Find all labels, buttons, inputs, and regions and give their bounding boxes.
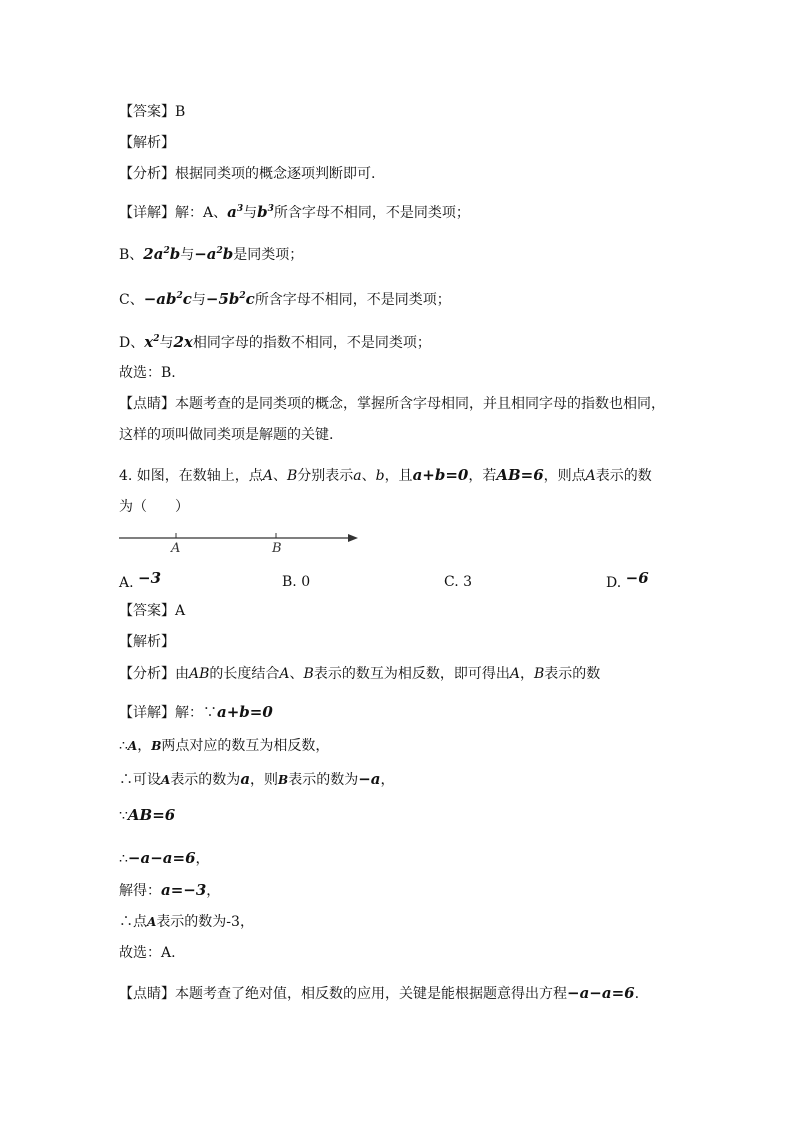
q4-stem-p3: ，且: [384, 468, 413, 484]
q3-detail-c: [119, 289, 451, 310]
q4-comment: [119, 983, 639, 1004]
q4-stem-p5: ，则点: [543, 468, 586, 484]
math-eq-neg-a-minus-a-6-2: −a−a=6: [567, 984, 635, 1002]
q4-step4: [119, 848, 210, 869]
q4-analysis-sep2: ，: [519, 666, 534, 682]
option-d: [606, 569, 649, 593]
q4-comment-end: .: [634, 986, 640, 1002]
axis-label-b: B: [272, 541, 282, 556]
q4-jiexi: 【解析】: [119, 634, 175, 650]
q3-d-prefix: D、: [119, 335, 145, 351]
q3-b-prefix: B、: [119, 247, 144, 263]
q4-stem-a: a: [353, 468, 362, 484]
q4-detail-prefix: 【详解】解：∵: [119, 705, 217, 721]
math-a-1: a: [240, 770, 251, 788]
axis-arrow: [348, 534, 358, 542]
q4-analysis: [119, 664, 600, 684]
q3-d-end: 相同字母的指数不相同，不是同类项；: [192, 335, 431, 351]
math-B-1: B: [151, 739, 162, 753]
math-neg5b2c: $-5b^2c$: [205, 290, 255, 308]
q4-stem-sep2: 、: [361, 468, 376, 484]
q3-detail-a: [119, 202, 470, 223]
option-c: [444, 572, 472, 592]
math-A-2: A: [161, 773, 171, 787]
q4-step2-p3: ，则: [250, 772, 279, 788]
q4-analysis-AB: AB: [189, 666, 210, 682]
q4-stem-p4: ，若: [468, 468, 497, 484]
math-a3: $a^3$: [227, 203, 244, 221]
q4-step6-p1: ∴点: [119, 914, 147, 930]
q3-detail-a-end: 所含字母不相同，不是同类项；: [273, 205, 470, 221]
q3-detail-d: [119, 332, 431, 353]
q4-step2-end: ，: [380, 772, 395, 788]
q3-jiexi: 【解析】: [119, 135, 175, 151]
q4-stem: [119, 465, 652, 486]
option-b-label: B. 0: [282, 574, 311, 590]
q4-choose: 故选：A.: [119, 945, 176, 961]
math-A-3: A: [147, 915, 157, 929]
q3-detail-prefix: 【详解】解：A、: [119, 205, 228, 221]
q4-step2-p2: 表示的数为: [170, 772, 241, 788]
q3-b-end: 是同类项；: [233, 247, 304, 263]
math-neg-a: −a: [358, 770, 381, 788]
math-a-plus-b-eq-0: a+b=0: [412, 466, 469, 484]
q3-answer: 【答案】B: [119, 104, 186, 120]
q4-stem-line2: 为（ ）: [119, 499, 189, 515]
q4-answer: 【答案】A: [119, 603, 186, 619]
q4-step1-mid: ，: [137, 738, 152, 754]
q4-stem-A: A: [262, 468, 273, 484]
q3-detail-b: [119, 244, 303, 265]
option-d-value: −6: [625, 569, 649, 587]
q4-step1-prefix: ∴: [119, 738, 128, 754]
q4-stem-sep1: 、: [272, 468, 287, 484]
q4-step5-prefix: 解得：: [119, 883, 161, 899]
option-a: [119, 569, 162, 593]
q4-stem-p1: 4. 如图，在数轴上，点: [119, 468, 263, 484]
q3-c-prefix: C、: [119, 292, 144, 308]
q3-c-mid: 与: [191, 292, 206, 308]
q4-analysis-p2: 的长度结合: [209, 666, 280, 682]
q4-analysis-p4: 表示的数: [544, 666, 601, 682]
math-x2: $x^2$: [144, 333, 160, 351]
math-b3: $b^3$: [257, 203, 274, 221]
q4-step1-end: 两点对应的数互为相反数，: [161, 738, 330, 754]
q4-step5: [119, 880, 220, 901]
q4-analysis-A2: A: [509, 666, 520, 682]
math-B-2: B: [278, 773, 289, 787]
q4-analysis-B: B: [303, 666, 314, 682]
math-2x: 2x: [173, 333, 193, 351]
q3-d-mid: 与: [159, 335, 174, 351]
math-AB-eq-6-2: AB=6: [127, 806, 176, 824]
q4-stem-B: B: [286, 468, 298, 484]
option-a-label: A.: [119, 575, 139, 591]
number-line-figure: [114, 524, 364, 556]
axis-label-a: A: [171, 541, 181, 556]
math-neg-a2b: $-a^2b$: [194, 245, 234, 263]
q4-step5-end: ，: [206, 883, 221, 899]
q3-analysis: 【分析】根据同类项的概念逐项判断即可.: [119, 166, 376, 182]
q4-analysis-p1: 【分析】由: [119, 666, 189, 682]
option-c-label: C. 3: [444, 574, 473, 590]
math-neg-ab2c: $-ab^2c$: [143, 290, 192, 308]
q4-step2-p4: 表示的数为: [288, 772, 359, 788]
option-a-value: −3: [138, 569, 162, 587]
q4-analysis-p3: 表示的数互为相反数，即可得出: [313, 666, 510, 682]
option-d-label: D.: [606, 575, 626, 591]
q4-stem-b: b: [375, 468, 385, 484]
q4-stem-A2: A: [585, 468, 596, 484]
q4-step2-p1: ∴可设: [119, 772, 161, 788]
math-AB-eq-6: AB=6: [496, 466, 544, 484]
q4-step3-prefix: ∵: [119, 808, 128, 824]
q4-stem-p2: 分别表示: [297, 468, 354, 484]
math-eq-neg-a-minus-a-6: −a−a=6: [127, 849, 196, 867]
q4-stem-p6: 表示的数: [595, 468, 652, 484]
q3-comment-1: 【点睛】本题考查的是同类项的概念，掌握所含字母相同，并且相同字母的指数也相同，: [119, 396, 665, 412]
q3-choose: 故选：B.: [119, 365, 176, 381]
q4-step2: [119, 769, 395, 790]
math-a-plus-b-eq-0-2: a+b=0: [217, 703, 273, 721]
math-2a2b: $2a^2b$: [143, 245, 181, 263]
q4-step3: [119, 805, 175, 826]
q4-step6: [119, 912, 254, 932]
q4-analysis-A: A: [279, 666, 290, 682]
math-a-eq-neg3: a=−3: [161, 881, 207, 899]
q4-step6-p2: 表示的数为-3，: [156, 914, 254, 930]
q3-c-end: 所含字母不相同，不是同类项；: [254, 292, 451, 308]
q4-step4-prefix: ∴: [119, 851, 128, 867]
math-A-1: A: [127, 739, 138, 753]
q3-detail-a-mid: 与: [243, 205, 258, 221]
q4-comment-text: 【点睛】本题考查了绝对值，相反数的应用，关键是能根据题意得出方程: [119, 986, 567, 1002]
q3-comment-2: 这样的项叫做同类项是解题的关键.: [119, 427, 334, 443]
q4-analysis-B2: B: [533, 666, 545, 682]
option-b: [282, 572, 310, 592]
q3-b-mid: 与: [180, 247, 195, 263]
q4-step4-end: ，: [195, 851, 210, 867]
q4-step1: [119, 736, 329, 756]
q4-analysis-sep: 、: [289, 666, 304, 682]
q4-detail: [119, 702, 273, 723]
